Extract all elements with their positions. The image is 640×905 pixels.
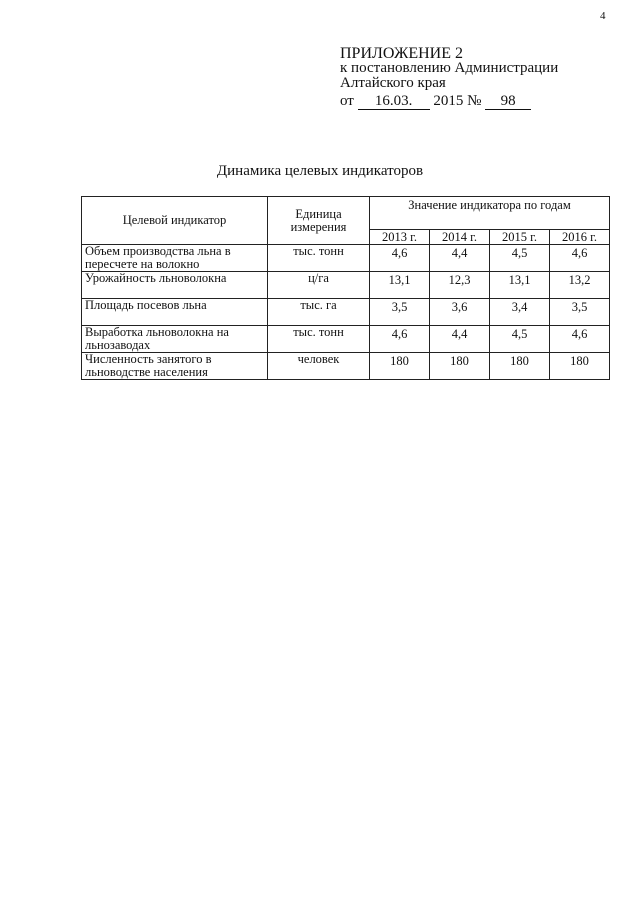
page-number: 4: [600, 10, 606, 22]
header-indicator: Целевой индикатор: [82, 197, 268, 245]
order-date: 16.03.: [358, 94, 430, 110]
order-number: 98: [485, 94, 531, 110]
indicator-value: 4,6: [550, 245, 610, 272]
indicator-value: 13,1: [490, 272, 550, 299]
appendix-line-2: Алтайского края: [340, 75, 446, 91]
appendix-header: [340, 46, 558, 110]
indicator-value: 4,6: [370, 326, 430, 353]
table-header-row: [82, 197, 610, 230]
indicator-value: 3,6: [430, 299, 490, 326]
order-date-line: [340, 94, 558, 110]
appendix-line-1: к постановлению Администрации: [340, 60, 559, 76]
date-prefix: от: [340, 93, 354, 109]
indicator-value: 13,1: [370, 272, 430, 299]
indicator-name: Выработка льноволокна на льнозаводах: [82, 326, 268, 353]
indicator-name: Численность занятого в льноводстве населения: [82, 353, 268, 380]
indicator-unit: тыс. га: [268, 299, 370, 326]
indicator-value: 4,4: [430, 245, 490, 272]
indicator-unit: тыс. тонн: [268, 245, 370, 272]
indicator-value: 180: [430, 353, 490, 380]
header-year: 2015 г.: [490, 230, 550, 245]
indicators-table: [81, 196, 610, 380]
indicator-value: 12,3: [430, 272, 490, 299]
indicator-unit: человек: [268, 353, 370, 380]
indicator-unit: тыс. тонн: [268, 326, 370, 353]
indicator-value: 4,6: [370, 245, 430, 272]
header-year: 2016 г.: [550, 230, 610, 245]
table-row: [82, 272, 610, 299]
indicator-value: 3,5: [550, 299, 610, 326]
appendix-title: ПРИЛОЖЕНИЕ 2: [340, 45, 464, 62]
table-row: [82, 326, 610, 353]
indicator-value: 4,5: [490, 245, 550, 272]
number-sign: №: [467, 93, 482, 109]
indicator-value: 180: [550, 353, 610, 380]
table-row: [82, 353, 610, 380]
document-title: Динамика целевых индикаторов: [216, 163, 424, 179]
indicator-value: 4,5: [490, 326, 550, 353]
indicator-value: 180: [370, 353, 430, 380]
table-row: [82, 245, 610, 272]
indicator-value: 3,5: [370, 299, 430, 326]
indicator-value: 4,4: [430, 326, 490, 353]
order-year: 2015: [433, 93, 464, 109]
indicator-name: Урожайность льноволокна: [82, 272, 268, 299]
indicator-value: 180: [490, 353, 550, 380]
indicator-value: 3,4: [490, 299, 550, 326]
indicator-name: Объем производства льна в пересчете на волокно: [82, 245, 268, 272]
header-year: 2013 г.: [370, 230, 430, 245]
header-year: 2014 г.: [430, 230, 490, 245]
indicator-value: 4,6: [550, 326, 610, 353]
table-row: [82, 299, 610, 326]
indicator-name: Площадь посевов льна: [82, 299, 268, 326]
header-values: Значение индикатора по годам: [370, 197, 610, 230]
indicator-value: 13,2: [550, 272, 610, 299]
header-unit: Единица измерения: [268, 197, 370, 245]
indicator-unit: ц/га: [268, 272, 370, 299]
